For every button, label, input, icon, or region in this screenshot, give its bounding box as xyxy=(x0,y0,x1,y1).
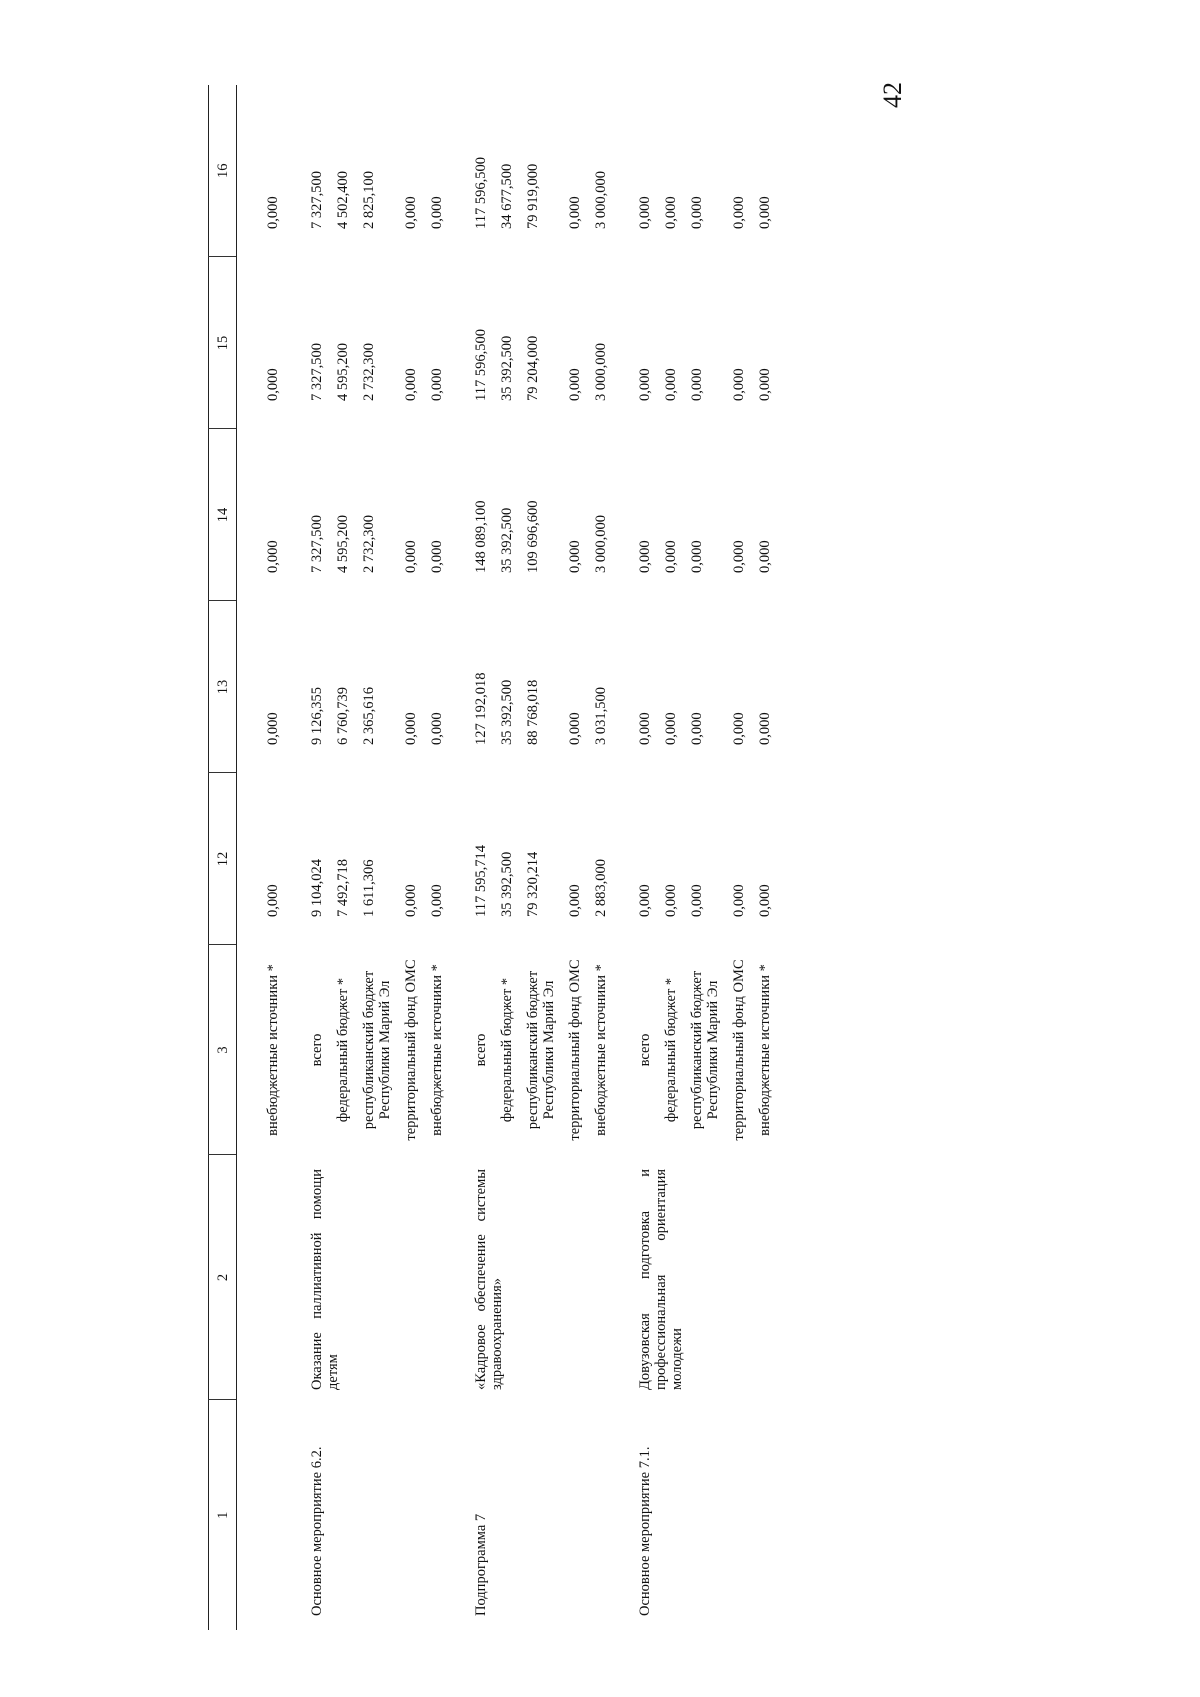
value-cell-col-12: 35 392,500 xyxy=(499,851,515,917)
value-cell-col-14: 0,000 xyxy=(265,540,281,573)
value-cell-col-16: 7 327,500 xyxy=(309,171,325,229)
value-cell-col-14: 0,000 xyxy=(567,540,583,573)
value-cell-col-13: 9 126,355 xyxy=(309,687,325,745)
header-col-14: 14 xyxy=(209,429,237,601)
table-row xyxy=(455,85,499,1630)
value-cell-col-14: 3 000,000 xyxy=(593,515,609,573)
value-cell-col-12: 79 320,214 xyxy=(525,851,541,917)
value-cell-col-14: 4 595,200 xyxy=(335,515,351,573)
funding-source-cell: территориальный фонд ОМС xyxy=(567,959,583,1141)
value-cell-col-16: 0,000 xyxy=(689,196,705,229)
value-cell-col-14: 0,000 xyxy=(689,540,705,573)
funding-source-cell: федеральный бюджет * xyxy=(335,977,351,1123)
value-cell-col-13: 0,000 xyxy=(757,712,773,745)
value-cell-col-15: 0,000 xyxy=(265,368,281,401)
value-cell-col-13: 0,000 xyxy=(689,712,705,745)
value-cell-col-14: 35 392,500 xyxy=(499,507,515,573)
value-cell-col-13: 0,000 xyxy=(403,712,419,745)
value-cell-col-12: 0,000 xyxy=(637,884,653,917)
value-cell-col-12: 9 104,024 xyxy=(309,859,325,917)
funding-source-cell: внебюджетные источники * xyxy=(757,964,773,1136)
value-cell-col-13: 0,000 xyxy=(663,712,679,745)
value-cell-col-15: 0,000 xyxy=(731,368,747,401)
value-cell-col-16: 4 502,400 xyxy=(335,171,351,229)
value-cell-col-12: 0,000 xyxy=(403,884,419,917)
value-cell-col-13: 0,000 xyxy=(265,712,281,745)
value-cell-col-12: 0,000 xyxy=(429,884,445,917)
program-name-cell: Довузовская подготовка и профессиональная ориентация молодежи xyxy=(637,1169,685,1390)
header-col-3: 3 xyxy=(209,945,237,1155)
table-container xyxy=(208,85,1008,1630)
value-cell-col-15: 0,000 xyxy=(429,368,445,401)
value-cell-col-14: 2 732,300 xyxy=(361,515,377,573)
value-cell-col-14: 0,000 xyxy=(757,540,773,573)
value-cell-col-16: 0,000 xyxy=(265,196,281,229)
header-col-12: 12 xyxy=(209,773,237,945)
value-cell-col-16: 34 677,500 xyxy=(499,163,515,229)
value-cell-col-12: 0,000 xyxy=(731,884,747,917)
value-cell-col-15: 0,000 xyxy=(637,368,653,401)
value-cell-col-12: 0,000 xyxy=(663,884,679,917)
value-cell-col-15: 0,000 xyxy=(567,368,583,401)
table-row xyxy=(237,85,292,1630)
funding-source-cell: федеральный бюджет * xyxy=(663,977,679,1123)
value-cell-col-15: 4 595,200 xyxy=(335,343,351,401)
table-row xyxy=(291,85,335,1630)
funding-source-cell: внебюджетные источники * xyxy=(429,964,445,1136)
header-col-15: 15 xyxy=(209,257,237,429)
value-cell-col-13: 0,000 xyxy=(429,712,445,745)
value-cell-col-12: 2 883,000 xyxy=(593,859,609,917)
page-number: 42 xyxy=(878,82,907,108)
value-cell-col-16: 79 919,000 xyxy=(525,163,541,229)
header-col-13: 13 xyxy=(209,601,237,773)
value-cell-col-15: 0,000 xyxy=(403,368,419,401)
value-cell-col-15: 0,000 xyxy=(757,368,773,401)
value-cell-col-16: 0,000 xyxy=(637,196,653,229)
value-cell-col-16: 0,000 xyxy=(429,196,445,229)
value-cell-col-12: 0,000 xyxy=(689,884,705,917)
value-cell-col-13: 35 392,500 xyxy=(499,679,515,745)
value-cell-col-12: 0,000 xyxy=(567,884,583,917)
value-cell-col-14: 7 327,500 xyxy=(309,515,325,573)
value-cell-col-15: 117 596,500 xyxy=(473,329,489,401)
value-cell-col-13: 0,000 xyxy=(637,712,653,745)
header-col-16: 16 xyxy=(209,85,237,257)
program-label-cell: Подпрограмма 7 xyxy=(473,1513,489,1616)
value-cell-col-16: 0,000 xyxy=(663,196,679,229)
value-cell-col-16: 117 596,500 xyxy=(473,157,489,229)
value-cell-col-13: 0,000 xyxy=(567,712,583,745)
program-label-cell xyxy=(237,1400,292,1630)
value-cell-col-12: 7 492,718 xyxy=(335,859,351,917)
funding-source-cell: всего xyxy=(309,1033,325,1067)
value-cell-col-16: 3 000,000 xyxy=(593,171,609,229)
funding-source-cell: внебюджетные источники * xyxy=(265,964,281,1136)
value-cell-col-15: 0,000 xyxy=(689,368,705,401)
funding-source-cell: республиканский бюджет Республики Марий Эл xyxy=(361,970,393,1130)
value-cell-col-14: 0,000 xyxy=(663,540,679,573)
value-cell-col-16: 2 825,100 xyxy=(361,171,377,229)
program-label-cell: Основное мероприятие 7.1. xyxy=(637,1446,653,1616)
funding-source-cell: территориальный фонд ОМС xyxy=(403,959,419,1141)
value-cell-col-15: 7 327,500 xyxy=(309,343,325,401)
value-cell-col-16: 0,000 xyxy=(567,196,583,229)
value-cell-col-16: 0,000 xyxy=(731,196,747,229)
value-cell-col-13: 88 768,018 xyxy=(525,679,541,745)
value-cell-col-15: 3 000,000 xyxy=(593,343,609,401)
funding-source-cell: внебюджетные источники * xyxy=(593,964,609,1136)
value-cell-col-14: 0,000 xyxy=(731,540,747,573)
table-row xyxy=(619,85,663,1630)
value-cell-col-14: 0,000 xyxy=(429,540,445,573)
value-cell-col-16: 0,000 xyxy=(757,196,773,229)
header-col-1: 1 xyxy=(209,1400,237,1630)
value-cell-col-14: 109 696,600 xyxy=(525,500,541,573)
funding-source-cell: всего xyxy=(637,1033,653,1067)
value-cell-col-16: 0,000 xyxy=(403,196,419,229)
funding-source-cell: республиканский бюджет Республики Марий Эл xyxy=(525,970,557,1130)
table-body xyxy=(237,85,784,1630)
funding-source-cell: федеральный бюджет * xyxy=(499,977,515,1123)
value-cell-col-13: 3 031,500 xyxy=(593,687,609,745)
value-cell-col-13: 2 365,616 xyxy=(361,687,377,745)
value-cell-col-12: 117 595,714 xyxy=(473,845,489,917)
header-col-2: 2 xyxy=(209,1155,237,1400)
table-header xyxy=(209,85,237,1630)
program-label-cell: Основное мероприятие 6.2. xyxy=(309,1446,325,1616)
value-cell-col-15: 2 732,300 xyxy=(361,343,377,401)
funding-source-cell: республиканский бюджет Республики Марий Эл xyxy=(689,970,721,1130)
value-cell-col-14: 0,000 xyxy=(403,540,419,573)
value-cell-col-14: 148 089,100 xyxy=(473,500,489,573)
value-cell-col-14: 0,000 xyxy=(637,540,653,573)
value-cell-col-12: 1 611,306 xyxy=(361,859,377,917)
funding-source-cell: всего xyxy=(473,1033,489,1067)
header-row xyxy=(209,85,237,1630)
program-name-cell xyxy=(237,1155,292,1400)
value-cell-col-15: 35 392,500 xyxy=(499,335,515,401)
funding-source-cell: территориальный фонд ОМС xyxy=(731,959,747,1141)
funding-table xyxy=(208,85,783,1630)
value-cell-col-13: 0,000 xyxy=(731,712,747,745)
value-cell-col-12: 0,000 xyxy=(757,884,773,917)
value-cell-col-15: 79 204,000 xyxy=(525,335,541,401)
value-cell-col-15: 0,000 xyxy=(663,368,679,401)
program-name-cell: «Кадровое обеспечение системы здравоохранения» xyxy=(473,1169,505,1390)
value-cell-col-13: 6 760,739 xyxy=(335,687,351,745)
value-cell-col-13: 127 192,018 xyxy=(473,672,489,745)
program-name-cell: Оказание паллиативной помощи детям xyxy=(309,1169,341,1390)
value-cell-col-12: 0,000 xyxy=(265,884,281,917)
